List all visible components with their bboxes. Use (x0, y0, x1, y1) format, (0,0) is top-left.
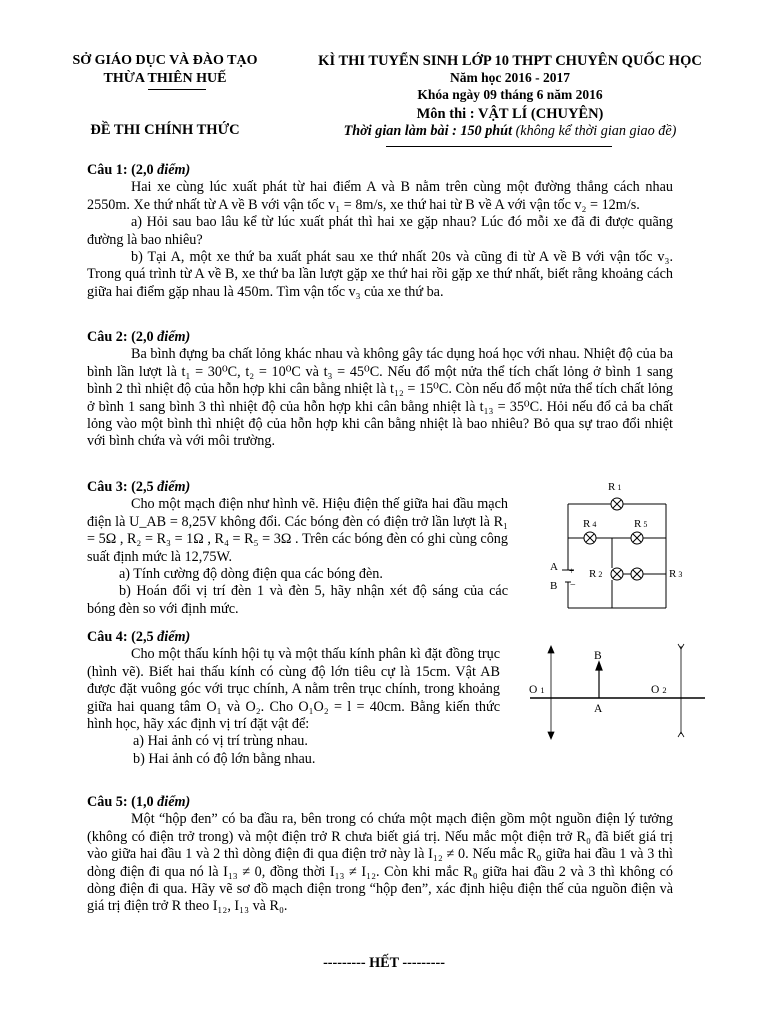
lamp-r3 (631, 568, 643, 580)
end-marker: --------- HẾT --------- (323, 955, 445, 971)
subject: Môn thi : VẬT LÍ (CHUYÊN) (416, 106, 604, 122)
terminal-a: A (550, 561, 558, 573)
question-part-b: b) Hai ảnh có độ lớn bằng nhau. (133, 750, 316, 767)
question-text: Ba bình đựng ba chất lỏng khác nhau và không gây tác dụng hoá học với nhau. Nhiệt độ của ba bình lần lượt là t₁ = 30⁰C, t₂ = 10⁰C và t₃ = 45⁰C. Nếu đổ một nửa thể tích chất lỏng ở bình 1 sang bình 2 thì nhiệt độ của hỗn hợp khi cân bằng nhiệt là t₁₂ = 15⁰C. Còn nếu đổ một nửa thể tích chất lỏng ở bình 1 sang bình 3 thì nhiệt độ của hỗn hợp khi cân bằng nhiệt là t₁₃ = 35⁰C. Hỏi nếu đổ cả ba chất lỏng vào một bình thì nhiệt độ của hỗn hợp khi cân bằng nhiệt là bao nhiêu? Bỏ qua sự trao đổi nhiệt với bình chứa và với môi trường. (87, 346, 673, 450)
question-text: Một “hộp đen” có ba đầu ra, bên trong có chứa một mạch điện gồm một nguồn điện lý tưởng (không có điện trở trong) và một điện trở R chưa biết giá trị. Nếu mắc một điện trở R₀ đã biết giá trị vào giữa hai đầu 1 và 2 thì dòng điện đi qua điện trở này là I₁₂ ≠ 0. Nếu mắc R₀ giữa hai đầu 1 và 3 thì dòng điện đi qua nó là I₁₃ ≠ 0, đồng thời I₁₃ ≠ I₁₂. Còn khi mắc R₀ giữa hai đầu 2 và 3 thì không có dòng điện đi qua. Hãy vẽ sơ đồ mạch điện trong “hộp đen”, xác định hiệu điện thế của nguồn điện và giá trị điện trở R theo I₁₂, I₁₃ và R₀. (87, 811, 673, 915)
question-title: Câu 5: (1,0 điểm) (87, 794, 191, 810)
lamp-r2 (611, 568, 623, 580)
plus-sign: + (569, 566, 575, 576)
question-text: Hai xe cùng lúc xuất phát từ hai điểm A và B nằm trên cùng một đường thẳng cách nhau 2550m. Xe thứ nhất từ A về B với vận tốc v₁ = 8m/s, xe thứ hai từ B về A với vận tốc v₂ = 12m/s. (87, 179, 673, 213)
object-ab (596, 662, 602, 698)
time-label: Thời gian làm bài : 150 phút (343, 123, 513, 139)
official-exam-label: ĐỀ THI CHÍNH THỨC (90, 122, 240, 138)
department-underline (148, 89, 206, 90)
school-year: Năm học 2016 - 2017 (450, 70, 570, 85)
question-part-b: b) Tại A, một xe thứ ba xuất phát sau xe thứ nhất 20s và cũng đi từ A về B với vận tốc v₃. Trong quá trình từ A về B, xe thứ ba lần lượt gặp xe thứ hai rồi gặp xe thứ nhất, biết rằng khoảng cách giữa hai điểm gặp nhau là 450m. Tìm vận tốc v₃ của xe thứ ba. (87, 249, 673, 300)
label-b: B (594, 650, 602, 662)
label-a: A (594, 703, 603, 715)
lens-diagram (520, 640, 710, 740)
time-note: (không kể thời gian giao đề) (515, 123, 677, 139)
label-r4: R 4 (583, 518, 597, 530)
label-o1: O 1 (529, 684, 545, 696)
converging-lens (548, 646, 554, 739)
department-line-2: THỪA THIÊN HUẾ (103, 71, 227, 86)
question-text: Cho một thấu kính hội tụ và một thấu kính phân kì đặt đồng trục (hình vẽ). Biết hai thấu kính có cùng độ lớn tiêu cự là 15cm. Vật AB được đặt vuông góc với trục chính, A nằm trên trục chính, trong khoảng giữa hai quang tâm O₁ và O₂. Cho O₁O₂ = l = 40cm. Bằng kiến thức hình học, hãy xác định vị trí đặt vật để: (87, 646, 500, 733)
label-r3: R 3 (669, 568, 683, 580)
question-part-a: a) Hỏi sau bao lâu kể từ lúc xuất phát thì hai xe gặp nhau? Lúc đó mỗi xe đã đi được quãng đường là bao nhiêu? (87, 214, 673, 248)
department-name (40, 52, 290, 88)
time-allowed (285, 123, 735, 140)
question-title: Câu 3: (2,5 điểm) (87, 479, 191, 495)
header-underline (386, 146, 612, 147)
exam-date: Khóa ngày 09 tháng 6 năm 2016 (417, 87, 603, 102)
question-text: Cho một mạch điện như hình vẽ. Hiệu điện thế giữa hai đầu mạch điện là U_AB = 8,25V không đổi. Các bóng đèn có điện trở lần lượt là R₁ = 5Ω , R₂ = R₃ = 1Ω , R₄ = R₅ = 3Ω . Trên các bóng đèn có ghi cùng công suất định mức là 12,75W. (87, 496, 508, 565)
diverging-lens (678, 644, 684, 737)
label-r2: R 2 (589, 568, 603, 580)
lamp-r5 (631, 532, 643, 544)
exam-title: KÌ THI TUYỂN SINH LỚP 10 THPT CHUYÊN QUỐC HỌC (318, 53, 702, 69)
minus-sign: − (570, 580, 576, 591)
question-1 (87, 162, 673, 301)
lamp-r1 (611, 498, 623, 510)
lamp-r4 (584, 532, 596, 544)
question-3 (87, 479, 508, 618)
question-part-a: a) Hai ảnh có vị trí trùng nhau. (133, 733, 308, 750)
terminal-b: B (550, 580, 558, 592)
label-r1: R 1 (608, 481, 622, 493)
question-part-b: b) Hoán đổi vị trí đèn 1 và đèn 5, hãy nhận xét độ sáng của các bóng đèn so với định mức. (87, 583, 508, 617)
question-4 (87, 629, 500, 768)
circuit-diagram (540, 478, 710, 614)
question-title: Câu 4: (2,5 điểm) (87, 629, 191, 645)
question-title: Câu 1: (2,0 điểm) (87, 162, 191, 178)
label-r5: R 5 (634, 518, 648, 530)
label-o2: O 2 (651, 684, 667, 696)
question-title: Câu 2: (2,0 điểm) (87, 329, 191, 345)
department-line-1: SỞ GIÁO DỤC VÀ ĐÀO TẠO (72, 53, 258, 68)
question-2 (87, 329, 673, 451)
question-part-a: a) Tính cường độ dòng điện qua các bóng đèn. (119, 566, 383, 583)
question-5 (87, 794, 673, 916)
